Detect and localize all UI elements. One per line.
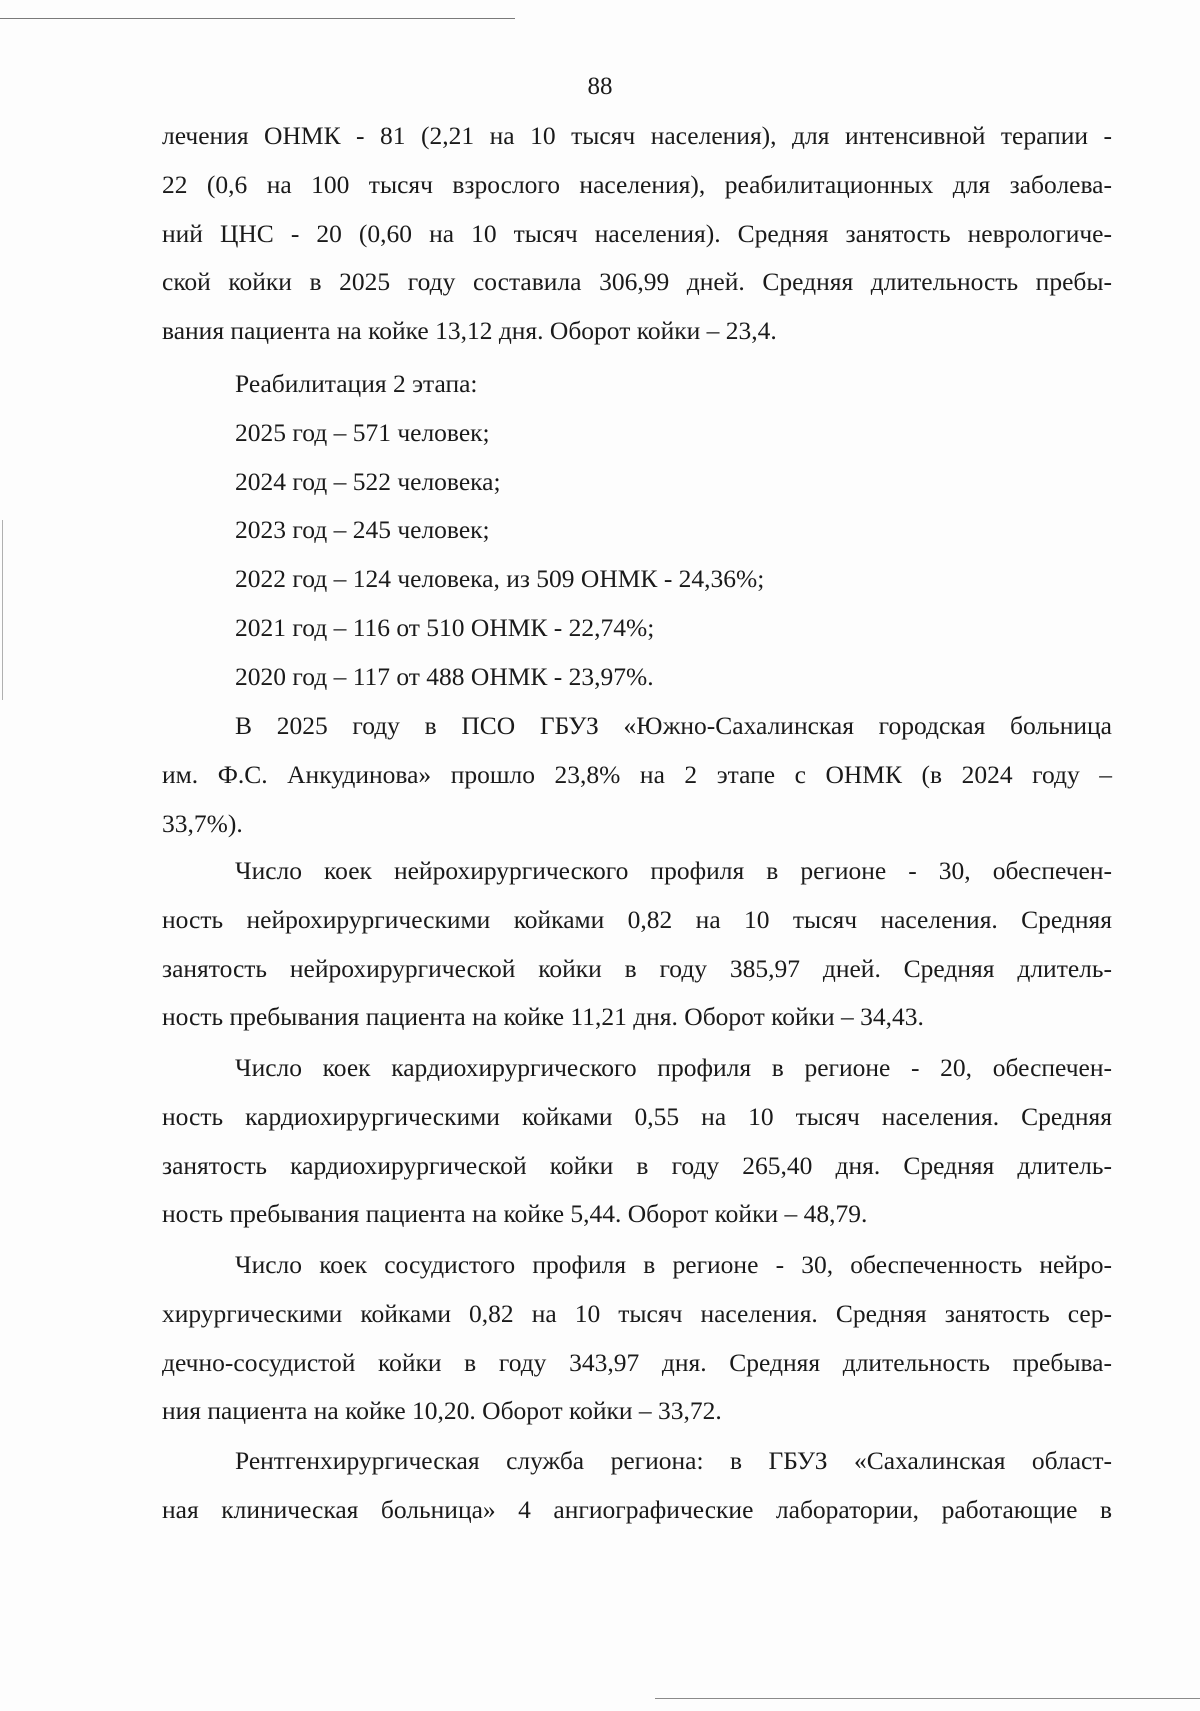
text-line: Число коек нейрохирургического профиля в регионе - 30, обеспечен- bbox=[235, 856, 1112, 885]
text-line: вания пациента на койке 13,12 дня. Оборот койки – 23,4. bbox=[162, 316, 777, 346]
scan-edge-line-top bbox=[0, 18, 515, 19]
text-line: Число коек сосудистого профиля в регионе - 30, обеспеченность нейро- bbox=[235, 1250, 1112, 1279]
text-line: ность пребывания пациента на койке 11,21 дня. Оборот койки – 34,43. bbox=[162, 1002, 924, 1032]
rehab-list-item: 2023 год – 245 человек; bbox=[235, 515, 490, 545]
text-line: Число коек кардиохирургического профиля в регионе - 20, обеспечен- bbox=[235, 1053, 1112, 1082]
rehab-heading: Реабилитация 2 этапа: bbox=[235, 369, 478, 398]
paragraph-xray-surgery bbox=[162, 1437, 1112, 1535]
paragraph-cardiosurgery bbox=[162, 1044, 1112, 1239]
text-line: ской койки в 2025 году составила 306,99 дней. Средняя длительность пребы- bbox=[162, 267, 1112, 297]
paragraph-neurosurgery bbox=[162, 847, 1112, 1042]
text-line: ная клиническая больница» 4 ангиографические лаборатории, работающие в bbox=[162, 1494, 1112, 1524]
text-line: ния пациента на койке 10,20. Оборот койки – 33,72. bbox=[162, 1396, 722, 1426]
rehab-list-item: 2022 год – 124 человека, из 509 ОНМК - 24,36%; bbox=[235, 564, 765, 594]
text-line: В 2025 году в ПСО ГБУЗ «Южно-Сахалинская городская больница bbox=[235, 711, 1112, 740]
text-line: дечно-сосудистой койки в году 343,97 дня. Средняя длительность пребыва- bbox=[162, 1347, 1112, 1377]
text-line: занятость кардиохирургической койки в году 265,40 дня. Средняя длитель- bbox=[162, 1150, 1112, 1180]
text-line: хирургическими койками 0,82 на 10 тысяч населения. Средняя занятость сер- bbox=[162, 1298, 1112, 1328]
rehab-list-item: 2021 год – 116 от 510 ОНМК - 22,74%; bbox=[235, 612, 655, 642]
text-line: ность кардиохирургическими койками 0,55 на 10 тысяч населения. Средняя bbox=[162, 1101, 1112, 1131]
text-line: занятость нейрохирургической койки в году 385,97 дней. Средняя длитель- bbox=[162, 953, 1112, 983]
text-line: ность пребывания пациента на койке 5,44. Оборот койки – 48,79. bbox=[162, 1199, 868, 1229]
scan-edge-line-bottom bbox=[655, 1698, 1200, 1699]
text-line: ность нейрохирургическими койками 0,82 на 10 тысяч населения. Средняя bbox=[162, 904, 1112, 934]
scan-edge-line-left bbox=[2, 520, 3, 700]
text-line: 33,7%). bbox=[162, 808, 243, 838]
text-line: ний ЦНС - 20 (0,60 на 10 тысяч населения). Средняя занятость неврологиче- bbox=[162, 218, 1112, 248]
text-line: 22 (0,6 на 100 тысяч взрослого населения), реабилитационных для заболева- bbox=[162, 169, 1112, 199]
text-line: им. Ф.С. Анкудинова» прошло 23,8% на 2 этапе с ОНМК (в 2024 году – bbox=[162, 759, 1112, 789]
paragraph-pso bbox=[162, 702, 1112, 848]
paragraph-stroke-beds bbox=[162, 112, 1112, 356]
paragraph-vascular bbox=[162, 1241, 1112, 1436]
text-line: лечения ОНМК - 81 (2,21 на 10 тысяч населения), для интенсивной терапии - bbox=[162, 121, 1112, 150]
page-number: 88 bbox=[587, 73, 613, 100]
rehab-list-item: 2024 год – 522 человека; bbox=[235, 466, 501, 496]
rehab-section bbox=[162, 360, 1112, 702]
text-line: Рентгенхирургическая служба региона: в ГБУЗ «Сахалинская област- bbox=[235, 1446, 1112, 1475]
rehab-list-item: 2025 год – 571 человек; bbox=[235, 417, 490, 447]
rehab-list-item: 2020 год – 117 от 488 ОНМК - 23,97%. bbox=[235, 661, 654, 691]
